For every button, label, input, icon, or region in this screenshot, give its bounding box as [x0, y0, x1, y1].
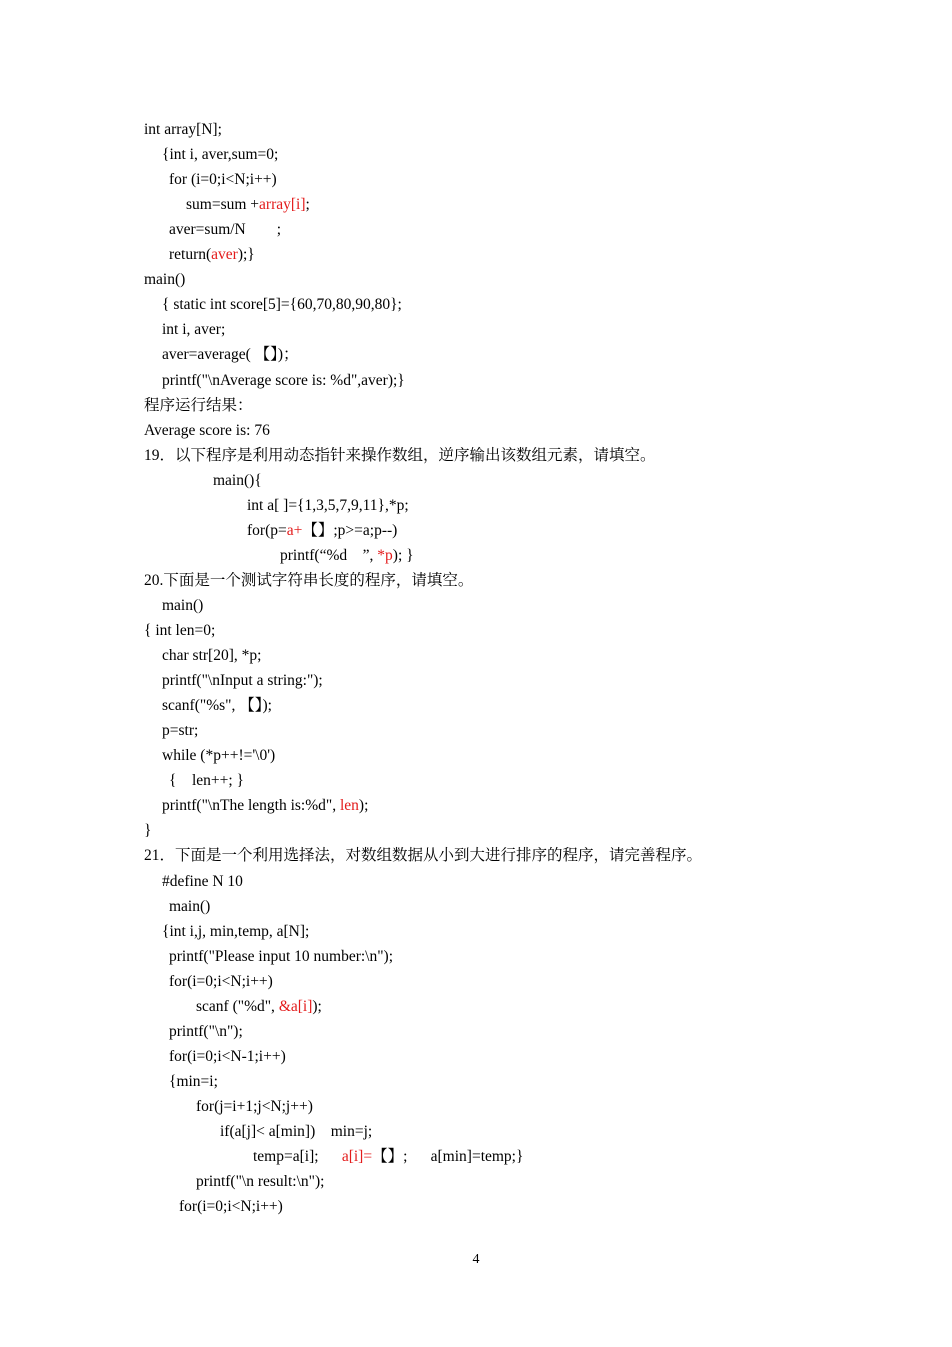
- text-line: [144, 443, 656, 468]
- code-segment: ); }: [392, 546, 414, 564]
- text-line: [220, 1119, 372, 1144]
- text-line: [144, 267, 185, 292]
- text-line: [144, 568, 473, 593]
- code-segment: for(p=: [247, 521, 287, 539]
- text-line: [196, 1169, 324, 1194]
- code-segment: Average score is: 76: [144, 421, 270, 439]
- code-segment: for (i=0;i<N;i++): [169, 171, 277, 189]
- text-line: [162, 142, 278, 167]
- text-line: [169, 217, 281, 242]
- highlighted-code-segment: aver: [211, 246, 238, 264]
- text-line: [169, 1069, 218, 1094]
- code-segment: {int i, aver,sum=0;: [162, 146, 279, 164]
- code-segment: main(){: [213, 471, 262, 489]
- code-segment: 21．下面是一个利用选择法，对数组数据从小到大进行排序的程序，请完善程序。: [144, 847, 703, 865]
- code-segment: );: [312, 997, 322, 1015]
- code-segment: { int len=0;: [144, 622, 216, 639]
- text-line: [213, 468, 262, 493]
- text-line: [162, 693, 272, 718]
- text-line: [169, 894, 210, 919]
- text-line: [162, 718, 198, 743]
- code-segment: for(j=i+1;j<N;j++): [196, 1097, 313, 1115]
- code-segment: #define N 10: [162, 872, 243, 890]
- text-line: [162, 793, 368, 818]
- text-line: [162, 593, 203, 618]
- code-segment: printf("\n");: [169, 1022, 243, 1040]
- code-segment: }: [144, 822, 152, 840]
- code-segment: { len++; }: [169, 772, 244, 790]
- code-segment: p=str;: [162, 722, 199, 740]
- code-segment: 【】; a[min]=temp;}: [372, 1148, 524, 1166]
- text-line: [144, 843, 702, 868]
- code-segment: 【】;p>=a;p--): [302, 521, 398, 539]
- highlighted-code-segment: &a[i]: [278, 997, 313, 1015]
- text-line: [144, 818, 151, 843]
- code-segment: ;: [305, 196, 310, 214]
- page-number: 4: [472, 1252, 480, 1267]
- code-segment: 19．以下程序是利用动态指针来操作数组，逆序输出该数组元素，请填空。: [144, 446, 656, 464]
- code-segment: aver=sum/N ;: [169, 221, 282, 239]
- text-line: [179, 1194, 283, 1219]
- text-line: [169, 768, 244, 793]
- text-line: [169, 1044, 286, 1069]
- text-line: [169, 1019, 243, 1044]
- highlighted-code-segment: a[i]=: [341, 1148, 373, 1166]
- code-segment: printf("\nAverage score is: %d",aver);}: [162, 371, 405, 389]
- code-segment: printf("\nThe length is:%d",: [162, 797, 340, 815]
- text-line: [144, 393, 253, 418]
- text-line: [196, 1094, 313, 1119]
- code-segment: main(): [169, 897, 211, 915]
- code-segment: aver=average( 【】)；: [162, 346, 299, 364]
- code-segment: int a[ ]={1,3,5,7,9,11},*p;: [247, 496, 409, 514]
- text-line: [162, 919, 309, 944]
- code-segment: char str[20], *p;: [162, 647, 262, 665]
- code-segment: for(i=0;i<N;i++): [179, 1198, 283, 1216]
- text-line: [162, 668, 323, 693]
- text-line: [169, 167, 277, 192]
- text-line: [186, 192, 310, 217]
- code-segment: {int i,j, min,temp, a[N];: [162, 922, 310, 940]
- text-line: [169, 944, 393, 969]
- highlighted-code-segment: a+: [286, 521, 303, 539]
- text-line: [162, 292, 402, 317]
- code-segment: 程序运行结果：: [144, 396, 253, 414]
- text-line: [162, 743, 275, 768]
- code-segment: for(i=0;i<N;i++): [169, 972, 273, 990]
- text-line: [169, 969, 273, 994]
- text-line: [247, 518, 397, 543]
- text-line: [144, 117, 222, 142]
- code-segment: printf("\nInput a string:");: [162, 672, 323, 690]
- code-segment: printf("Please input 10 number:\n");: [169, 947, 394, 965]
- text-line: [280, 543, 414, 568]
- text-line: [162, 342, 299, 367]
- code-segment: sum=sum +: [186, 196, 260, 214]
- code-segment: { static int score[5]={60,70,80,90,80};: [162, 296, 402, 314]
- code-segment: int array[N];: [144, 121, 222, 138]
- text-line: [144, 618, 215, 643]
- code-segment: int i, aver;: [162, 321, 226, 339]
- text-line: [162, 317, 225, 342]
- code-segment: scanf ("%d",: [196, 997, 279, 1015]
- text-line: [162, 643, 261, 668]
- code-segment: printf("\n result:\n");: [196, 1173, 325, 1191]
- text-line: [162, 368, 405, 393]
- highlighted-code-segment: array[i]: [259, 196, 306, 214]
- code-segment: main(): [144, 271, 186, 289]
- text-line: [162, 869, 243, 894]
- code-segment: );}: [237, 246, 255, 264]
- code-segment: temp=a[i];: [253, 1148, 342, 1166]
- code-segment: scanf("%s", 【】);: [162, 697, 272, 715]
- code-segment: 20.下面是一个测试字符串长度的程序，请填空。: [144, 571, 474, 589]
- text-line: [196, 994, 322, 1019]
- highlighted-code-segment: len: [339, 797, 359, 815]
- text-line: [144, 418, 270, 443]
- text-line: [169, 242, 255, 267]
- code-segment: return(: [169, 246, 212, 264]
- text-line: [253, 1144, 523, 1169]
- code-segment: main(): [162, 596, 204, 614]
- code-segment: printf(“%d ”,: [280, 546, 378, 564]
- highlighted-code-segment: *p: [377, 546, 393, 564]
- code-segment: );: [358, 797, 369, 815]
- text-line: [247, 493, 409, 518]
- code-segment: for(i=0;i<N-1;i++): [169, 1047, 286, 1065]
- code-segment: while (*p++!='\0'): [162, 747, 276, 765]
- code-segment: {min=i;: [169, 1072, 218, 1090]
- code-segment: if(a[j]< a[min]) min=j;: [220, 1123, 373, 1140]
